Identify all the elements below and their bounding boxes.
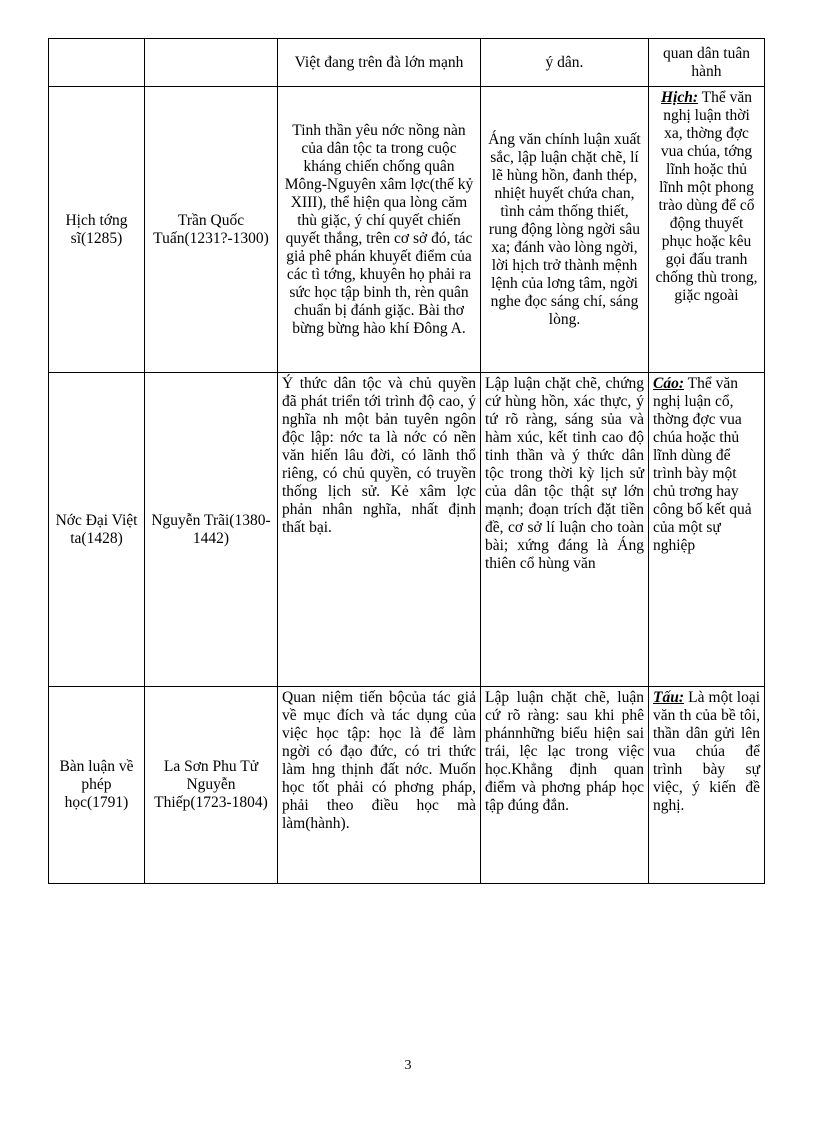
genre-definition: Là một loại văn th của bề tôi, thần dân gửi lên vua chúa để trình bày sự việc, ý kiến đề nghị. xyxy=(653,689,760,814)
table-header-row xyxy=(49,39,765,87)
genre-cell xyxy=(649,687,765,884)
genre-definition: Thể văn nghị luận cổ, thờng đợc vua chúa hoặc thủ lĩnh dùng để trình bày một chủ trơng hay công bố kết quả của một sự nghiệp xyxy=(653,375,752,554)
author-cell: Nguyễn Trãi(1380-1442) xyxy=(145,373,278,687)
table-cell: quan dân tuân hành xyxy=(649,39,765,87)
author-cell: La Sơn Phu Tử Nguyễn Thiếp(1723-1804) xyxy=(145,687,278,884)
genre-term: Tấu: xyxy=(653,689,684,706)
work-title-cell: Hịch tớng sĩ(1285) xyxy=(49,87,145,373)
genre-cell xyxy=(649,87,765,373)
work-title-cell: Bàn luận về phép học(1791) xyxy=(49,687,145,884)
table-row xyxy=(49,87,765,373)
content-cell: Tinh thần yêu nớc nồng nàn của dân tộc ta trong cuộc kháng chiến chống quân Mông-Nguyên xâm lợc(thế kỷ XIII), thể hiện qua lòng căm thù giặc, ý chí quyết chiến quyết thắng, trên cơ sở đó, tác giả phê phán khuyết điểm của các tì tớng, khuyên họ phải ra sức học tập binh th, rèn quân chuẩn bị đánh giặc. Bài thơ bừng bừng hào khí Đông A. xyxy=(278,87,481,373)
page-number: 3 xyxy=(404,1058,412,1073)
work-title-cell: Nớc Đại Việt ta(1428) xyxy=(49,373,145,687)
table-cell xyxy=(49,39,145,87)
table-row xyxy=(49,373,765,687)
literature-table xyxy=(48,38,765,884)
table-cell: Việt đang trên đà lớn mạnh xyxy=(278,39,481,87)
genre-term: Hịch: xyxy=(661,89,699,106)
table-cell: ý dân. xyxy=(481,39,649,87)
author-cell: Trần Quốc Tuấn(1231?-1300) xyxy=(145,87,278,373)
genre-term: Cáo: xyxy=(653,375,684,392)
art-cell: Áng văn chính luận xuất sắc, lập luận chặt chẽ, lí lẽ hùng hồn, đanh thép, nhiệt huyết chứa chan, tình cảm thống thiết, rung động lòng ngời sâu xa; đánh vào lòng ngời, lời hịch trở thành mệnh lệnh của lơng tâm, ngời nghe đọc sáng chí, sáng lòng. xyxy=(481,87,649,373)
table-row xyxy=(49,687,765,884)
content-cell: Quan niệm tiến bộcủa tác giả về mục đích và tác dụng của việc học tập: học là để làm ngời có đạo đức, có tri thức làm hng thịnh đất nớc. Muốn học tốt phải có phơng pháp, phải theo điều học mà làm(hành). xyxy=(278,687,481,884)
art-cell: Lập luận chặt chẽ, chứng cứ hùng hồn, xác thực, ý tứ rõ ràng, sáng sủa và hàm xúc, kết tinh cao độ tinh thần và ý thức dân tộc trong thời kỳ lịch sử của dân tộc thật sự lớn mạnh; đoạn trích đặt tiền đề, cơ sở lí luận cho toàn bài; xứng đáng là Áng thiên cổ hùng văn xyxy=(481,373,649,687)
genre-definition: Thể văn nghị luận thời xa, thờng đợc vua chúa, tớng lĩnh hoặc thủ lĩnh một phong trào dùng để cổ động thuyết phục hoặc kêu gọi đấu tranh chống thù trong, giặc ngoài xyxy=(655,89,758,304)
table-cell xyxy=(145,39,278,87)
art-cell: Lập luận chặt chẽ, luận cứ rõ ràng: sau khi phê phánnhững biểu hiện sai trái, lệc lạc trong việc học.Khẳng định quan điểm và phơng pháp học tập đúng đắn. xyxy=(481,687,649,884)
genre-cell xyxy=(649,373,765,687)
content-cell: Ý thức dân tộc và chủ quyền đã phát triển tới trình độ cao, ý nghĩa nh một bản tuyên ngôn độc lập: nớc ta là nớc có nền văn hiến lâu đời, có lãnh thổ riêng, có chủ quyền, có truyền thống lịch sử. Kẻ xâm lợc phản nhân nghĩa, nhất định thất bại. xyxy=(278,373,481,687)
